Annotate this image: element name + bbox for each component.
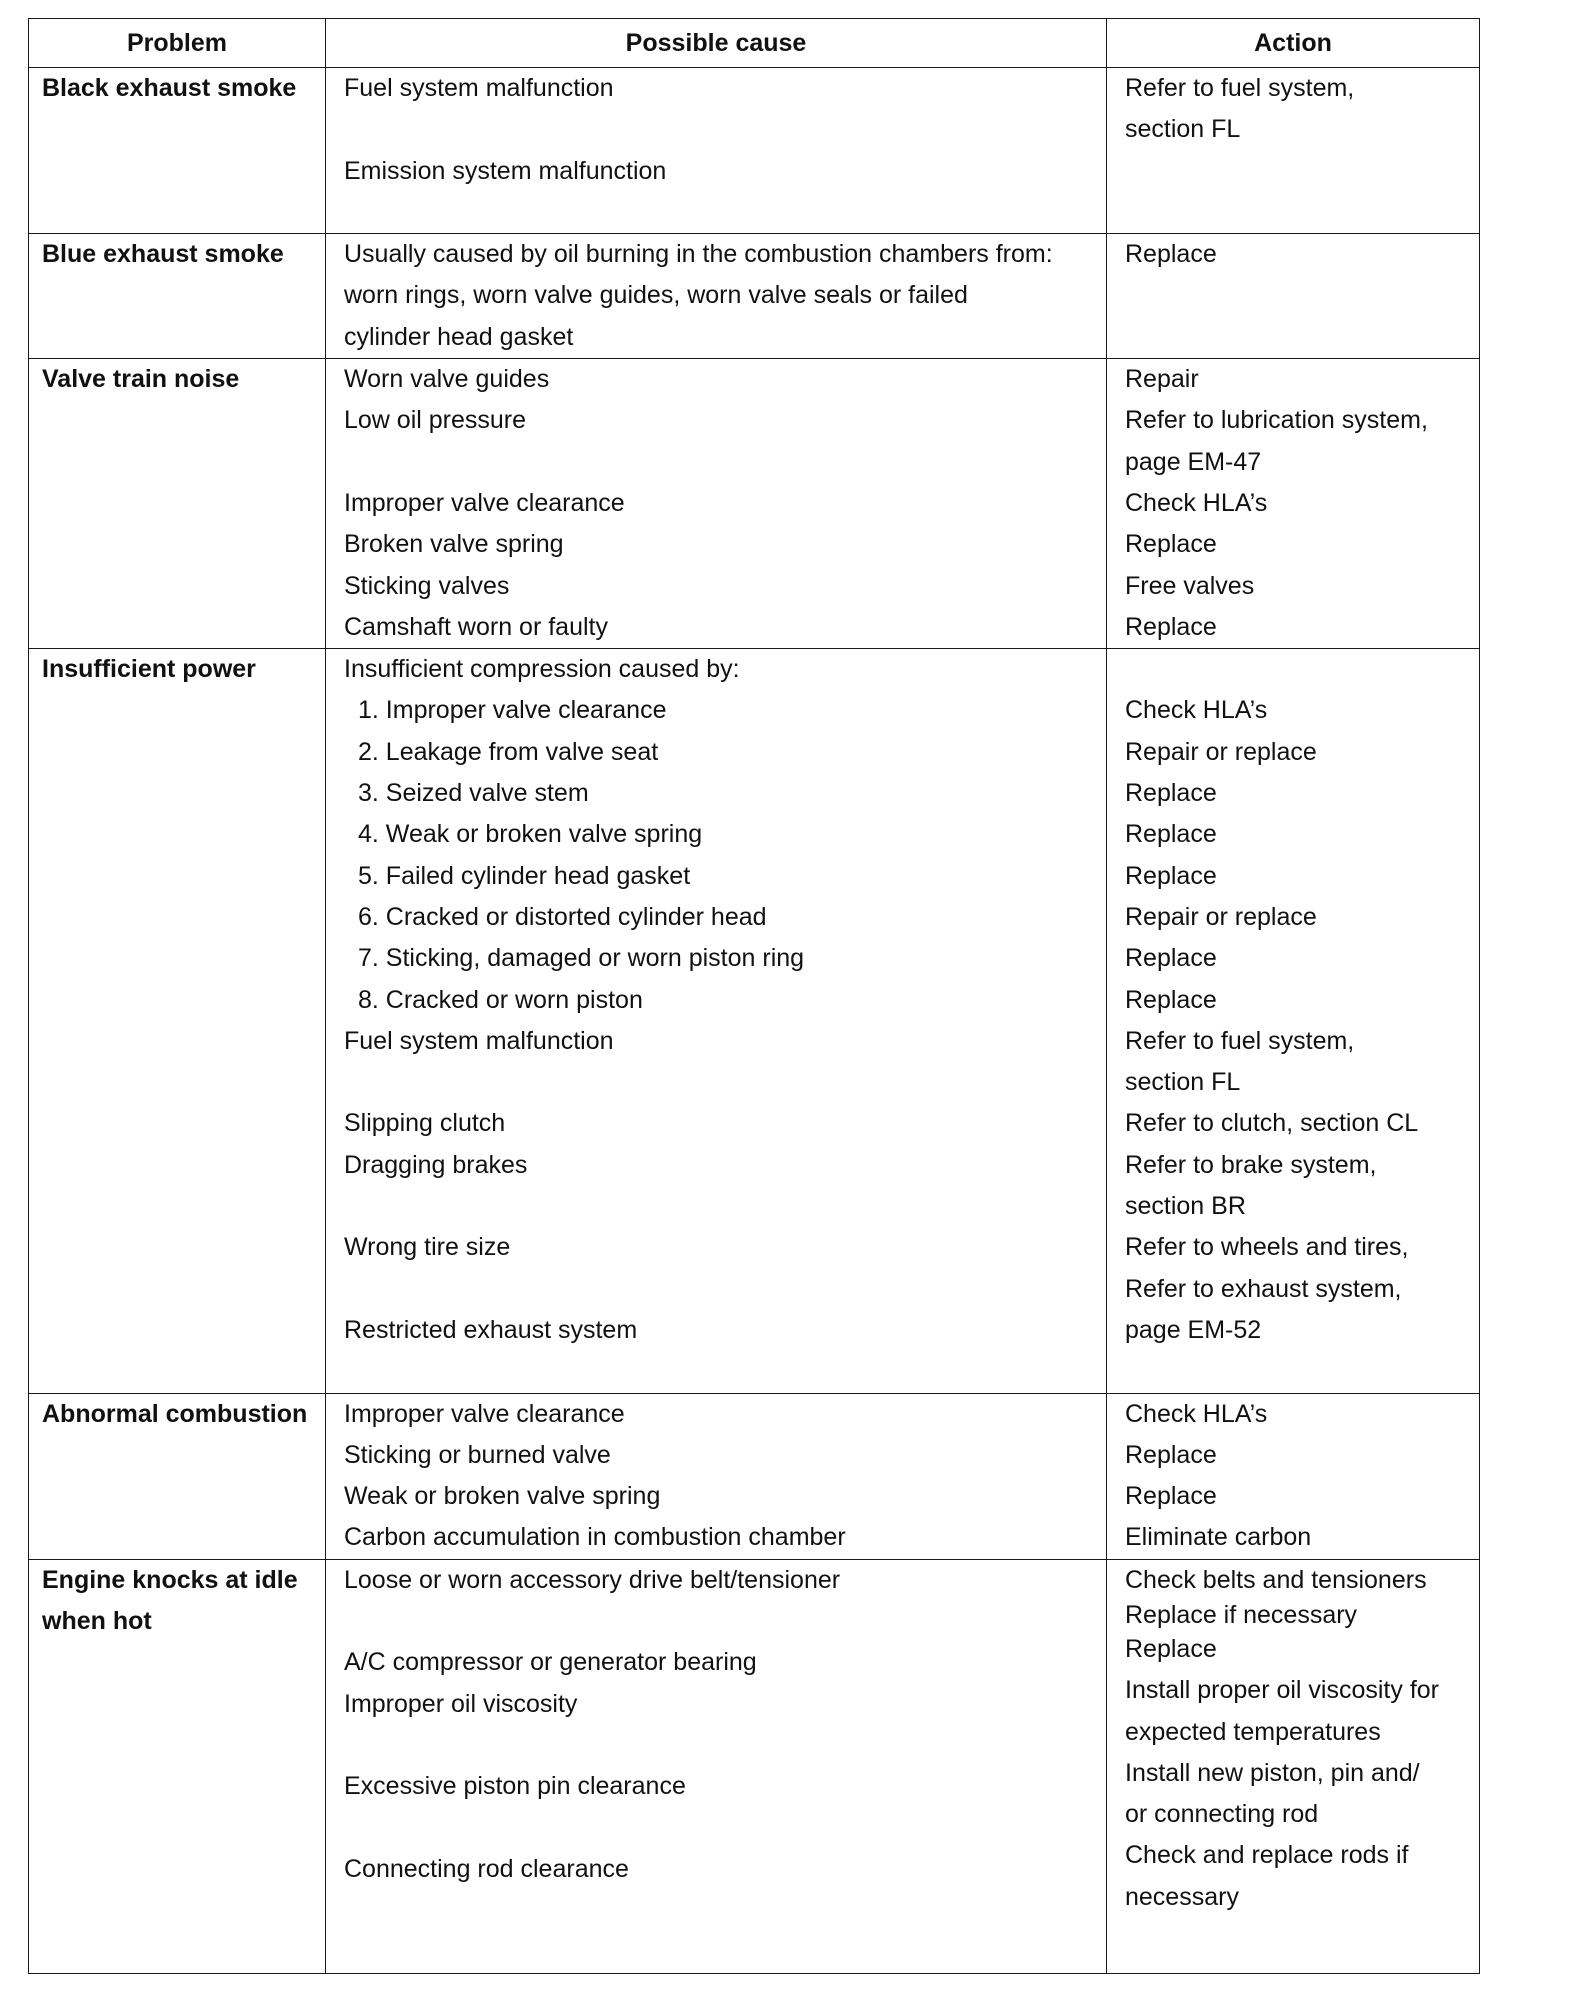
action-cell — [1107, 649, 1480, 1393]
cause-line: Carbon accumulation in combustion chamber — [344, 1523, 846, 1552]
cause-line: Emission system malfunction — [344, 156, 667, 185]
cause-line — [344, 442, 1092, 483]
problem-label: when hot — [42, 1606, 152, 1635]
cause-line: worn rings, worn valve guides, worn valve seals or failed — [344, 281, 968, 310]
action-line: necessary — [1125, 1882, 1239, 1911]
header-possible-cause: Possible cause — [326, 19, 1107, 68]
action-line: Free valves — [1125, 571, 1255, 600]
cause-line: Fuel system malfunction — [344, 74, 614, 102]
cause-line: Improper oil viscosity — [344, 1689, 578, 1718]
cause-line — [344, 192, 1092, 233]
table-row — [29, 1559, 1480, 1973]
action-line: Replace — [1125, 861, 1217, 890]
action-line: Check and replace rods if — [1125, 1841, 1409, 1870]
problem-cell — [29, 649, 326, 1393]
cause-line: Excessive piston pin clearance — [344, 1772, 686, 1801]
cause-line: 2. Leakage from valve seat — [358, 737, 659, 766]
action-line: Repair or replace — [1125, 902, 1317, 931]
action-line: Refer to brake system, — [1125, 1150, 1377, 1179]
table-body — [29, 68, 1480, 1974]
action-cell — [1107, 234, 1480, 359]
cause-line: Dragging brakes — [344, 1150, 528, 1179]
action-line: Check HLA’s — [1125, 1399, 1268, 1428]
action-line: Replace — [1125, 820, 1217, 849]
action-line: section BR — [1125, 1192, 1246, 1221]
header-action: Action — [1107, 19, 1480, 68]
cause-line: Low oil pressure — [344, 406, 527, 435]
action-line: Check belts and tensioners — [1125, 1565, 1427, 1594]
action-line: Install new piston, pin and/ — [1125, 1758, 1420, 1787]
header-row — [29, 19, 1480, 68]
cause-line: Improper valve clearance — [344, 488, 625, 517]
cause-line: 8. Cracked or worn piston — [358, 985, 643, 1014]
cause-line: Wrong tire size — [344, 1233, 511, 1262]
problem-cell — [29, 1559, 326, 1973]
action-line: Refer to lubrication system, — [1125, 406, 1428, 435]
action-line: Replace — [1125, 240, 1217, 269]
problem-label: Insufficient power — [42, 655, 256, 684]
cause-line — [344, 1351, 1092, 1392]
cause-line: Usually caused by oil burning in the combustion chambers from: — [344, 240, 1053, 269]
cause-line — [344, 109, 1092, 150]
cause-line: 4. Weak or broken valve spring — [358, 820, 703, 849]
problem-cell — [29, 1393, 326, 1559]
cause-line — [344, 1601, 1092, 1642]
cause-line: Weak or broken valve spring — [344, 1482, 661, 1511]
action-line: section FL — [1125, 115, 1241, 144]
action-line — [1125, 192, 1465, 233]
action-line: Replace — [1125, 1634, 1217, 1663]
action-line — [1125, 1918, 1465, 1959]
action-line: Check HLA’s — [1125, 488, 1268, 517]
cause-line: 1. Improper valve clearance — [358, 696, 667, 725]
troubleshooting-table — [28, 18, 1480, 1974]
action-line: page EM-47 — [1125, 447, 1262, 476]
cause-line: Worn valve guides — [344, 365, 550, 394]
problem-label: Valve train noise — [42, 365, 240, 394]
cause-line: Loose or worn accessory drive belt/tensioner — [344, 1565, 841, 1594]
cause-line: Connecting rod clearance — [344, 1854, 629, 1883]
action-line: Replace — [1125, 1440, 1217, 1469]
cause-line — [344, 1186, 1092, 1227]
action-line: Replace — [1125, 612, 1217, 641]
problem-label: Engine knocks at idle — [42, 1565, 298, 1594]
action-cell — [1107, 1559, 1480, 1973]
problem-cell — [29, 234, 326, 359]
possible-cause-cell — [326, 649, 1107, 1393]
cause-line: Improper valve clearance — [344, 1399, 625, 1428]
possible-cause-cell — [326, 1559, 1107, 1973]
action-line: or connecting rod — [1125, 1800, 1319, 1829]
possible-cause-cell — [326, 234, 1107, 359]
cause-line — [344, 1269, 1092, 1310]
action-line: Refer to fuel system, — [1125, 74, 1355, 102]
table-row — [29, 359, 1480, 649]
problem-cell — [29, 359, 326, 649]
problem-label: Blue exhaust smoke — [42, 240, 284, 269]
action-line: expected temperatures — [1125, 1717, 1381, 1746]
action-line: Refer to fuel system, — [1125, 1026, 1355, 1055]
cause-line — [344, 1890, 1092, 1931]
action-line: page EM-52 — [1125, 1315, 1262, 1344]
action-line — [1125, 151, 1465, 192]
action-line: Replace — [1125, 944, 1217, 973]
cause-line: Sticking valves — [344, 571, 510, 600]
possible-cause-cell — [326, 359, 1107, 649]
action-line: Replace — [1125, 530, 1217, 559]
table-row — [29, 234, 1480, 359]
action-line: section FL — [1125, 1068, 1241, 1097]
cause-line — [344, 1062, 1092, 1103]
cause-line: Fuel system malfunction — [344, 1026, 614, 1055]
action-cell — [1107, 1393, 1480, 1559]
cause-line: 7. Sticking, damaged or worn piston ring — [358, 944, 805, 973]
cause-line: A/C compressor or generator bearing — [344, 1648, 757, 1677]
action-line — [1125, 1351, 1465, 1392]
action-line: Refer to clutch, section CL — [1125, 1109, 1419, 1138]
possible-cause-cell — [326, 1393, 1107, 1559]
table-row — [29, 68, 1480, 234]
cause-line: 5. Failed cylinder head gasket — [358, 861, 691, 890]
cause-line: cylinder head gasket — [344, 322, 574, 351]
action-line — [1125, 275, 1465, 316]
table-row — [29, 649, 1480, 1393]
cause-line: 3. Seized valve stem — [358, 779, 589, 808]
action-line — [1125, 317, 1465, 358]
problem-label: Black exhaust smoke — [42, 74, 297, 102]
cause-line: Insufficient compression caused by: — [344, 655, 740, 684]
action-line: Eliminate carbon — [1125, 1523, 1312, 1552]
action-line: Check HLA’s — [1125, 696, 1268, 725]
cause-line: Restricted exhaust system — [344, 1315, 638, 1344]
action-line: Replace — [1125, 985, 1217, 1014]
action-line: Replace — [1125, 779, 1217, 808]
action-cell — [1107, 68, 1480, 234]
cause-line — [344, 1807, 1092, 1848]
action-line: Install proper oil viscosity for — [1125, 1676, 1440, 1705]
action-line: Refer to wheels and tires, — [1125, 1233, 1409, 1262]
table-row — [29, 1393, 1480, 1559]
cause-line — [344, 1931, 1092, 1972]
action-line: Repair or replace — [1125, 737, 1317, 766]
cause-line: 6. Cracked or distorted cylinder head — [358, 902, 767, 931]
cause-line: Broken valve spring — [344, 530, 564, 559]
action-line: Replace — [1125, 1482, 1217, 1511]
action-cell — [1107, 359, 1480, 649]
action-line: Refer to exhaust system, — [1125, 1274, 1402, 1303]
cause-line: Camshaft worn or faulty — [344, 612, 608, 641]
problem-cell — [29, 68, 326, 234]
header-problem: Problem — [29, 19, 326, 68]
problem-label: Abnormal combustion — [42, 1399, 308, 1428]
cause-line: Slipping clutch — [344, 1109, 506, 1138]
action-line — [1125, 649, 1465, 690]
action-line: Repair — [1125, 365, 1199, 394]
action-line: Replace if necessary — [1125, 1600, 1358, 1629]
cause-line — [344, 1725, 1092, 1766]
possible-cause-cell — [326, 68, 1107, 234]
cause-line: Sticking or burned valve — [344, 1440, 611, 1469]
